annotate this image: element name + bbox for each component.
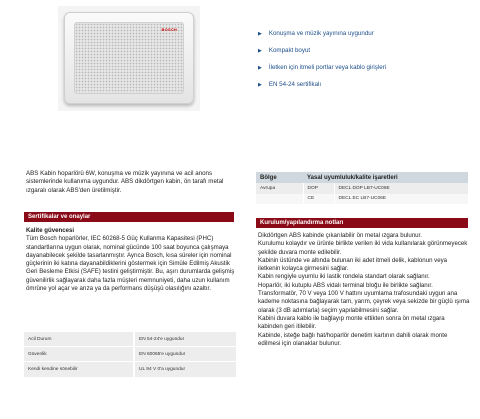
- feature-item: [258, 79, 478, 91]
- installation-notes: [258, 232, 470, 348]
- feature-text: İletken için itmeli portlar veya kablo girişleri: [268, 64, 387, 71]
- cert-label: Acil Durum: [24, 332, 134, 347]
- bullet-icon: ▶: [258, 82, 262, 88]
- install-paragraph: Kabini duvara kablo ile bağlayıp monte ettikten sonra ön metal ızgara kabinden geri itilebilir.: [258, 314, 445, 331]
- install-paragraph: Hoparlör, iki kutuplu ABS vidalı terminal bloğu ile birlikte sağlanır. Transformatör, 70 V veya 100 V hattını uyumlama trafosundaki uygun ana kademe noktasına bağlayarak tam, yarım, çeyrek veya sekizde bir güçlü ışıma olarak (3 dB adımlarla) seçim yapılabilmesini sağlar.: [258, 281, 470, 314]
- product-image: [58, 6, 200, 111]
- product-description: ABS Kabin hoparlörü 6W, konuşma ve müzik yayınına ve acil anons sistemlerinde kullanıma uygundur. ABS dikdörtgen kabin, ön tarafı metal ızgaralı olarak ABS'den üretilmiştir.: [26, 170, 224, 194]
- certification-table: [24, 331, 236, 377]
- cert-value: UL 94 V 0'a uygundur: [134, 362, 236, 377]
- certifications-section-title: Sertifikalar ve onaylar: [24, 212, 234, 222]
- bullet-icon: ▶: [258, 31, 262, 37]
- cert-label: Güvenlik: [24, 347, 134, 362]
- feature-item: [258, 45, 478, 57]
- mark-cell: CE: [303, 194, 334, 205]
- table-header-row: [256, 172, 468, 183]
- doc-cell: DECL EC LB7-UC06E: [334, 194, 468, 205]
- bullet-icon: ▶: [258, 65, 262, 71]
- doc-cell: DECL DOP LB7-UC06E: [334, 183, 468, 194]
- install-paragraph: Kabinin üstünde ve altında bulunan iki adet itmeli delik, kablonun veya iletkenin kolayca girmesini sağlar.: [258, 256, 448, 273]
- cert-value: EN 60065'e uygundur: [134, 347, 236, 362]
- header-marks: Yasal uyumluluk/kalite işaretleri: [303, 172, 468, 183]
- region-cell: [256, 194, 303, 205]
- table-row: [24, 347, 236, 362]
- feature-text: Kompakt boyut: [268, 47, 311, 54]
- cert-value: EN 54-24'e uygundur: [134, 332, 236, 347]
- quality-text: Tüm Bosch hoparlörler, IEC 60268-5 Güç Kullanma Kapasitesi (PHC) standartlarına uygun olarak, nominal gücünde 100 saat boyunca çalışmaya dayanabilecek şekilde tasarlanmıştır. Ayrıca Bosch, kısa süreler için nominal güçlerinin iki katına dayanabildiklerini göstermek için Simüle Edilmiş Akustik Geri Besleme Etkisi (SAFE) testini geliştirmiştir. Bu, aşırı durumlarda gelişmiş güvenilirlik sağlayarak daha fazla müşteri memnuniyeti, daha uzun kullanım ömrüne yol açar ve arıza ya da performans düşüşü olasılığını azaltır.: [26, 235, 235, 293]
- feature-item: [258, 28, 478, 40]
- brand-logo: BOSCH: [161, 27, 177, 32]
- feature-list: [258, 28, 478, 96]
- feature-text: EN 54-24 sertifikalı: [268, 81, 322, 88]
- feature-item: [258, 62, 478, 74]
- install-paragraph: Kabin rengiyle uyumlu iki lastik rondela standart olarak sağlanır.: [258, 273, 430, 281]
- quality-title: Kalite güvencesi: [26, 227, 75, 234]
- table-row: [256, 183, 468, 194]
- install-paragraph: Kabinde, isteğe bağlı hat/hoparlör denetim kartının dahili olarak monte edilmesi için olanaklar bulunur.: [258, 331, 448, 347]
- speaker-grille: [74, 22, 184, 94]
- header-region: Bölge: [256, 172, 303, 183]
- quality-section: [26, 227, 236, 293]
- table-row: [256, 194, 468, 205]
- table-row: [24, 332, 236, 347]
- cert-label: Kendi kendine sönebilir: [24, 362, 134, 377]
- install-paragraph: Kurulumu kolaydır ve ürünle birlikte verilen iki vida kullanılarak görünmeyecek şekilde duvara monte edilebilir.: [258, 240, 468, 256]
- region-cell: Avrupa: [256, 183, 303, 194]
- speaker-cabinet: [64, 12, 194, 104]
- bullet-icon: ▶: [258, 48, 262, 54]
- feature-text: Konuşma ve müzik yayınına uygundur: [268, 30, 374, 37]
- mark-cell: DOP: [303, 183, 334, 194]
- installation-section-title: Kurulum/yapılandırma notları: [256, 218, 468, 228]
- table-row: [24, 362, 236, 377]
- compliance-table: [256, 172, 468, 204]
- install-paragraph: Dikdörtgen ABS kabinde çıkarılabilir ön metal ızgara bulunur.: [258, 232, 422, 239]
